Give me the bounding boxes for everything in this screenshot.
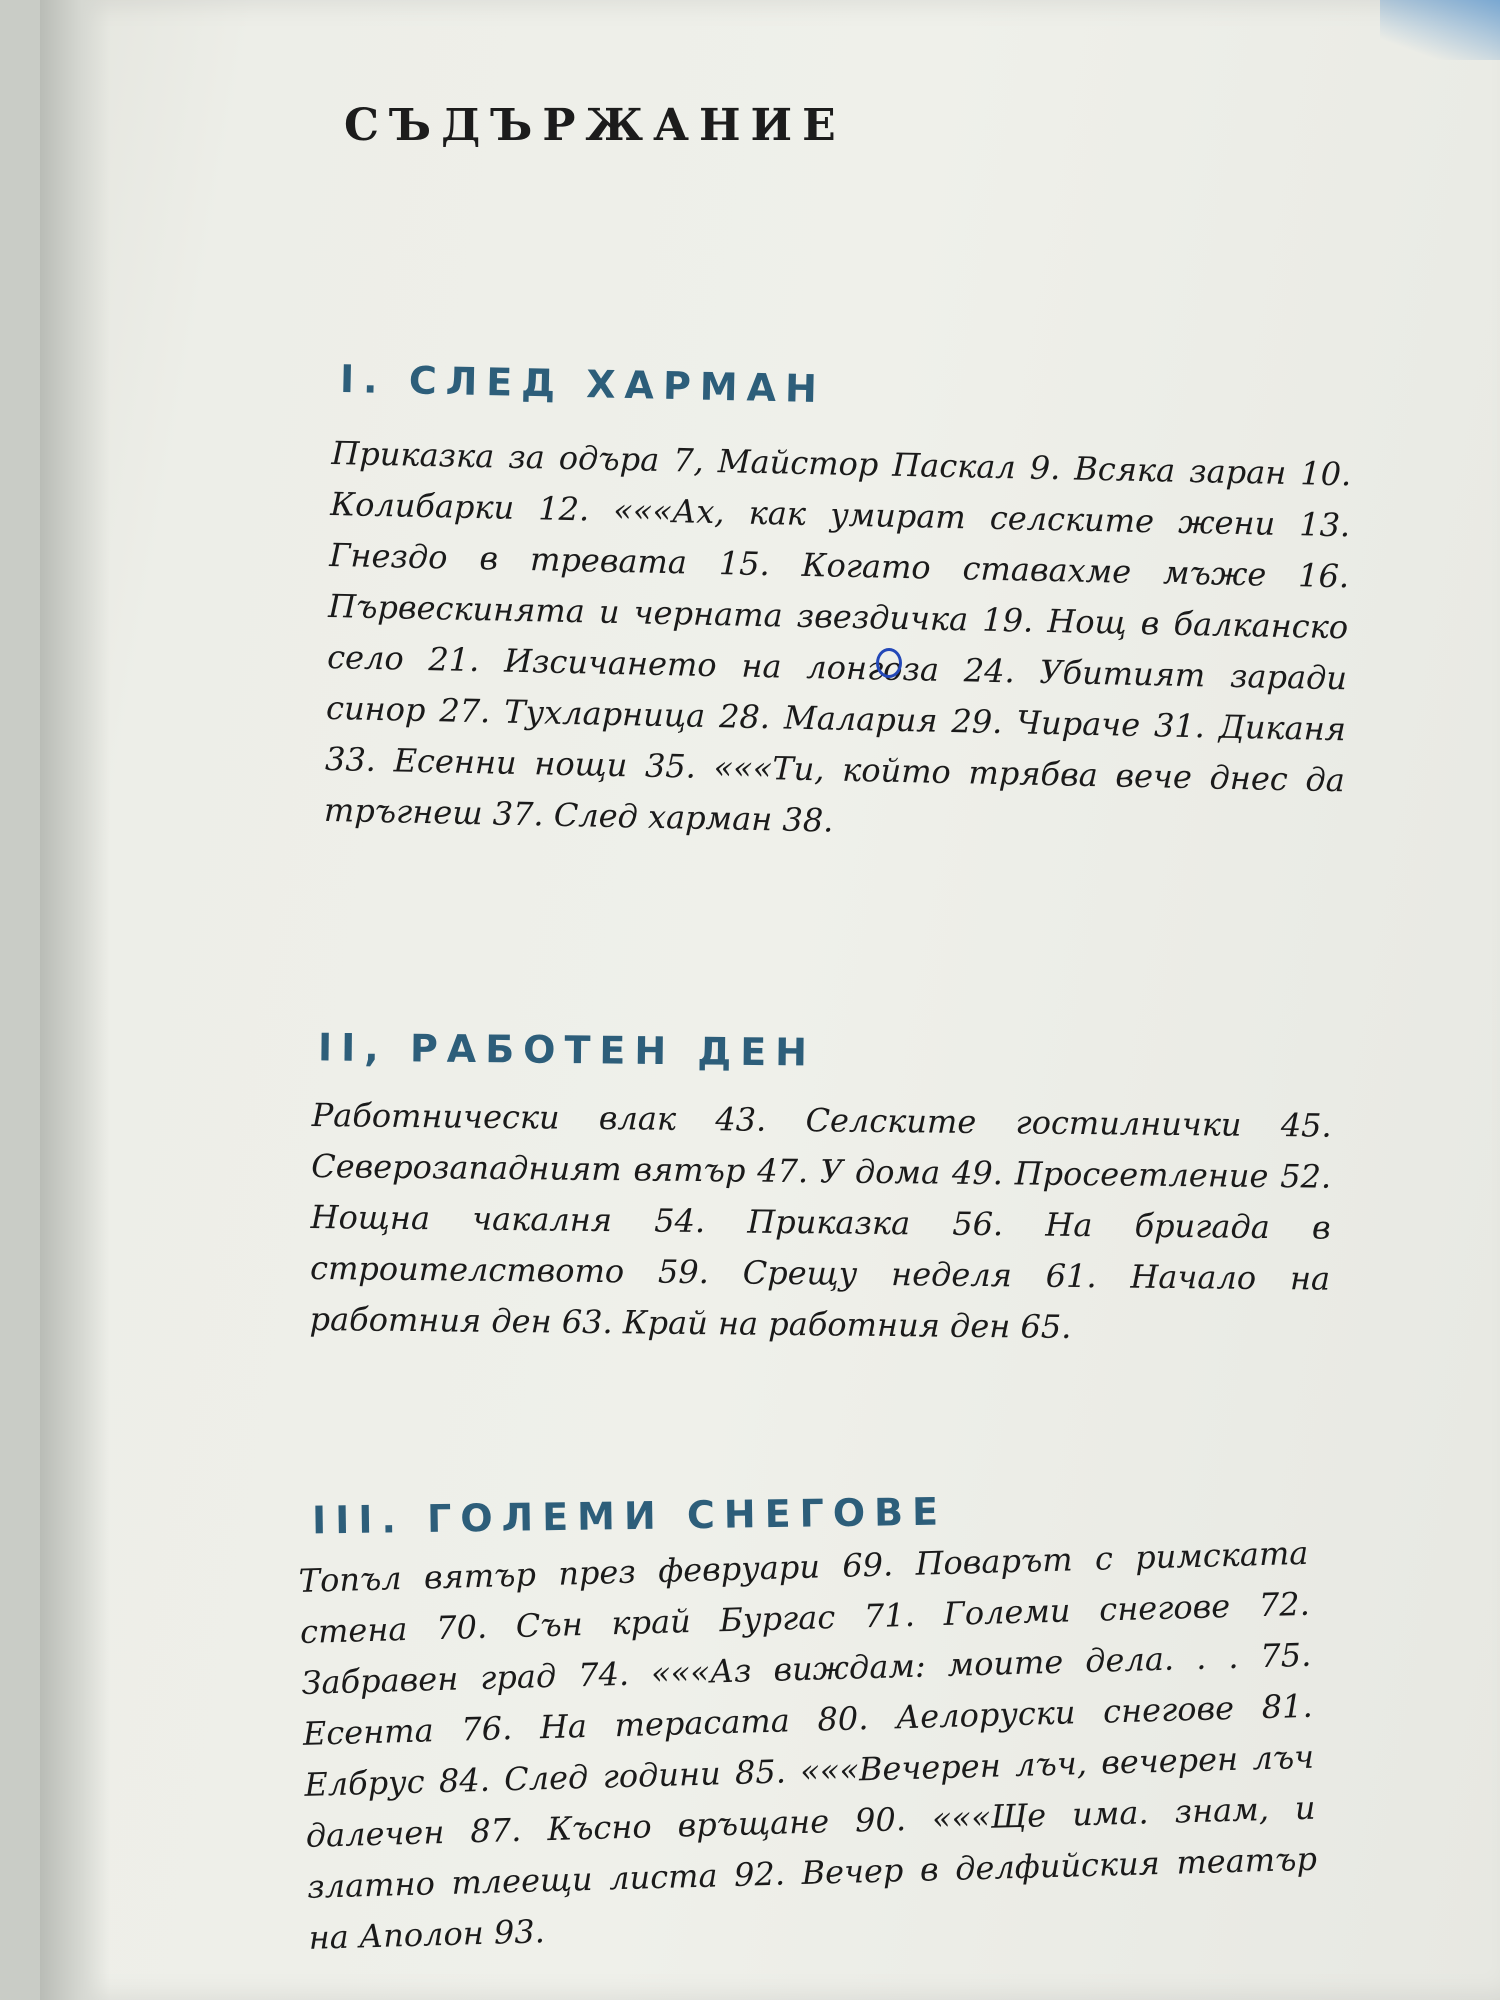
section-body-2 xyxy=(309,1090,1332,1356)
toc-entry: Работнически влак 43. xyxy=(311,1095,767,1139)
toc-entry: На терасата 80. xyxy=(539,1699,869,1747)
toc-entry: Приказка 56. xyxy=(747,1202,1004,1244)
toc-entry: Просеетление 52. xyxy=(1014,1154,1332,1196)
toc-entry: Тухларница 28. xyxy=(503,692,771,737)
section-body-3 xyxy=(298,1528,1319,1964)
toc-entry: «««Аз виждам: моите дела. . . 75. xyxy=(650,1635,1312,1693)
toc-entry: Северозападният вятър 47. xyxy=(311,1146,809,1191)
toc-entry: Есенни нощи 35. xyxy=(393,741,697,786)
toc-entry: Колибарки 12. xyxy=(330,484,590,529)
toc-entry: Големи снегове 72. xyxy=(943,1584,1311,1633)
toc-entry: Малария 29. xyxy=(783,698,1003,742)
toc-entry: След харман 38. xyxy=(553,795,834,840)
toc-entry: Селските гостилнички 45. xyxy=(805,1101,1332,1145)
section-heading-1: I. СЛЕД ХАРМАН xyxy=(339,356,827,412)
toc-entry: Нощна чакалня 54. xyxy=(310,1197,706,1241)
blue-cover-corner xyxy=(1380,0,1500,60)
toc-entry: Чираче 31. xyxy=(1015,703,1206,746)
toc-entry: След години 85. xyxy=(503,1752,787,1799)
toc-entry: Начало на работния ден 63. xyxy=(309,1257,1331,1342)
toc-entry: Нощ в балканско село 21. xyxy=(326,602,1349,680)
toc-entry: Топъл вятър през февруари 69. xyxy=(298,1545,894,1600)
toc-entry: Вечер в делфийския театър на Аполон 93. xyxy=(308,1839,1318,1957)
toc-entry: Приказка за одъра 7, xyxy=(331,433,705,480)
toc-entry: Изсичането на лонгоза 24. xyxy=(503,641,1016,691)
toc-entry: Аелоруски снегове 81. xyxy=(895,1686,1314,1737)
toc-entry: На бригада в строителството 59. xyxy=(309,1205,1331,1292)
toc-entry: «««Вечерен лъч, вечерен лъч далечен 87. xyxy=(305,1737,1315,1855)
toc-entry: Край на работния ден 65. xyxy=(622,1303,1072,1346)
toc-entry: Срещу неделя 61. xyxy=(742,1253,1097,1296)
page-gutter-shadow xyxy=(40,0,110,2000)
toc-entry: «««Ти, който трябва вече днес да тръгнеш 37. xyxy=(323,748,1346,834)
toc-entry: «««Ще има. знам, и златно тлеещи листа 92. xyxy=(306,1788,1316,1906)
toc-entry: Есента 76. xyxy=(302,1709,513,1753)
toc-entry: Забравен град 74. xyxy=(301,1654,630,1702)
handwritten-pen-mark xyxy=(876,648,902,678)
toc-entry: «««Ах, как умират селските жени 13. xyxy=(613,490,1351,545)
toc-entry: У дома 49. xyxy=(819,1152,1004,1193)
toc-entry: Гнездо в тревата 15. xyxy=(328,535,771,584)
toc-entry: Майстор Паскал 9. xyxy=(717,442,1061,488)
toc-entry: Сън край Бургас 71. xyxy=(515,1595,916,1645)
toc-entry: Убитият заради синор 27. xyxy=(325,652,1348,731)
toc-entry: Диканя 33. xyxy=(324,707,1347,779)
page-title: СЪДЪРЖАНИЕ xyxy=(344,100,846,151)
toc-entry: Елбрус 84. xyxy=(303,1760,491,1804)
book-page xyxy=(40,0,1500,2000)
toc-entry: Всяка заран 10. xyxy=(1073,449,1352,494)
section-heading-3: III. ГОЛЕМИ СНЕГОВЕ xyxy=(311,1489,948,1543)
toc-entry: Първескинята и черната звездичка 19. xyxy=(327,586,1034,640)
toc-entry: Когато ставахме мъже 16. xyxy=(801,545,1350,596)
section-heading-2: II, РАБОТЕН ДЕН xyxy=(317,1025,817,1075)
toc-entry: Късно връщане 90. xyxy=(546,1800,907,1849)
toc-entry: Поварът с римската стена 70. xyxy=(299,1533,1309,1651)
section-body-1 xyxy=(323,428,1351,857)
